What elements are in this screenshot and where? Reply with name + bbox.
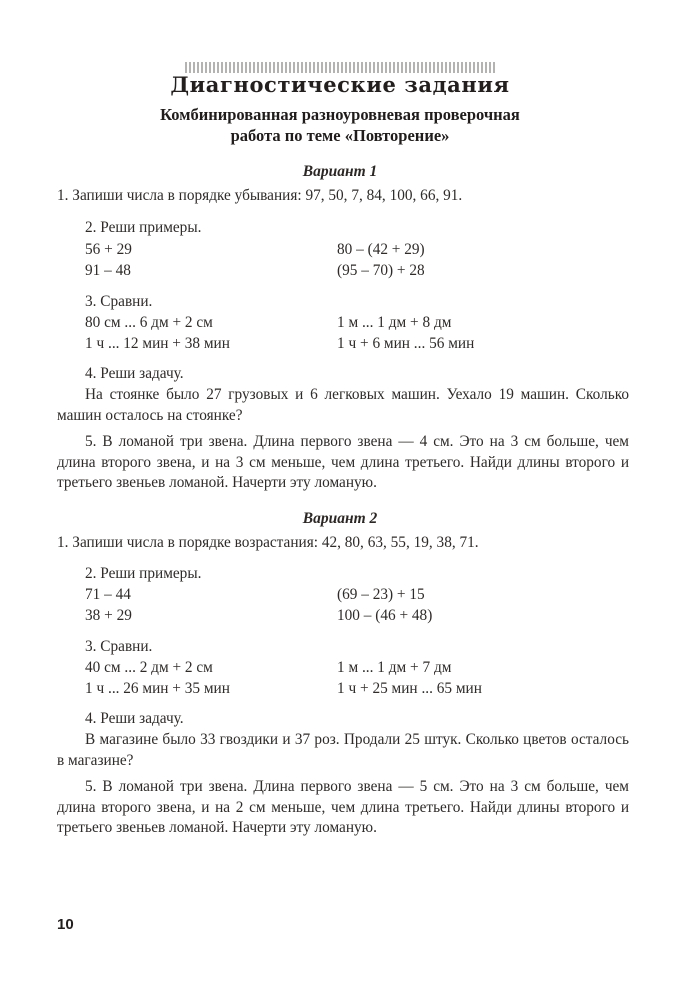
variant-2-task-3-row-2-left: 1 ч ... 26 мин + 35 мин bbox=[85, 680, 230, 697]
variant-2-task-5-text: 5. В ломаной три звена. Длина первого звена — 5 см. Это на 3 см больше, чем длина второго звена, и на 2 см меньше, чем длина третьего. Найди длины второго и третьего звеньев ломаной. Начерти эту ломаную. bbox=[57, 778, 629, 837]
variant-1-heading: Вариант 1 bbox=[302, 163, 378, 180]
page-number: 10 bbox=[57, 916, 74, 933]
variant-2-task-4-text: В магазине было 33 гвоздики и 37 роз. Продали 25 штук. Сколько цветов осталось в магазине? bbox=[57, 731, 629, 769]
variant-2-heading: Вариант 2 bbox=[302, 510, 378, 527]
variant-2-task-2-label: 2. Реши примеры. bbox=[85, 565, 202, 582]
variant-1-task-4-label: 4. Реши задачу. bbox=[85, 365, 184, 382]
variant-2-task-2-row-2-left: 38 + 29 bbox=[85, 607, 132, 624]
variant-1-task-1: 1. Запиши числа в порядке убывания: 97, 50, 7, 84, 100, 66, 91. bbox=[57, 187, 463, 204]
variant-2-task-3-row-1-left: 40 см ... 2 дм + 2 см bbox=[85, 659, 213, 676]
variant-1-task-2-label: 2. Реши примеры. bbox=[85, 219, 202, 236]
variant-1-task-3-label: 3. Сравни. bbox=[85, 293, 153, 310]
variant-2-task-3-row-2-right: 1 ч + 25 мин ... 65 мин bbox=[337, 680, 482, 697]
variant-1-task-2-row-2-left: 91 – 48 bbox=[85, 262, 131, 279]
variant-2-task-2-row-2-right: 100 – (46 + 48) bbox=[337, 607, 433, 624]
variant-2-task-2-row-1-right: (69 – 23) + 15 bbox=[337, 586, 425, 603]
page-subtitle bbox=[0, 104, 680, 146]
variant-1-task-2-row-2-right: (95 – 70) + 28 bbox=[337, 262, 425, 279]
variant-2-task-1: 1. Запиши числа в порядке возрастания: 42, 80, 63, 55, 19, 38, 71. bbox=[57, 534, 479, 551]
variant-1-task-5-text: 5. В ломаной три звена. Длина первого звена — 4 см. Это на 3 см больше, чем длина второго звена, и на 3 см меньше, чем длина третьего. Найди длины второго и третьего звеньев ломаной. Начерти эту ломаную. bbox=[57, 433, 629, 492]
variant-1-task-3-row-2-right: 1 ч + 6 мин ... 56 мин bbox=[337, 335, 475, 352]
variant-2-task-4-label: 4. Реши задачу. bbox=[85, 710, 184, 727]
variant-1-task-3-row-2-left: 1 ч ... 12 мин + 38 мин bbox=[85, 335, 230, 352]
variant-1-task-3-row-1-right: 1 м ... 1 дм + 8 дм bbox=[337, 314, 452, 331]
page-subtitle-line1: Комбинированная разноуровневая проверочная bbox=[160, 105, 520, 124]
page-title: Диагностические задания bbox=[170, 72, 510, 97]
variant-1-task-4-text: На стоянке было 27 грузовых и 6 легковых машин. Уехало 19 машин. Сколько машин осталось на стоянке? bbox=[57, 386, 629, 424]
variant-1-task-2-row-1-right: 80 – (42 + 29) bbox=[337, 241, 425, 258]
variant-2-task-2-row-1-left: 71 – 44 bbox=[85, 586, 131, 603]
variant-1-task-3-row-1-left: 80 см ... 6 дм + 2 см bbox=[85, 314, 213, 331]
page-subtitle-line2: работа по теме «Повторение» bbox=[230, 126, 450, 145]
variant-2-task-3-row-1-right: 1 м ... 1 дм + 7 дм bbox=[337, 659, 452, 676]
variant-1-task-2-row-1-left: 56 + 29 bbox=[85, 241, 132, 258]
variant-2-task-3-label: 3. Сравни. bbox=[85, 638, 153, 655]
